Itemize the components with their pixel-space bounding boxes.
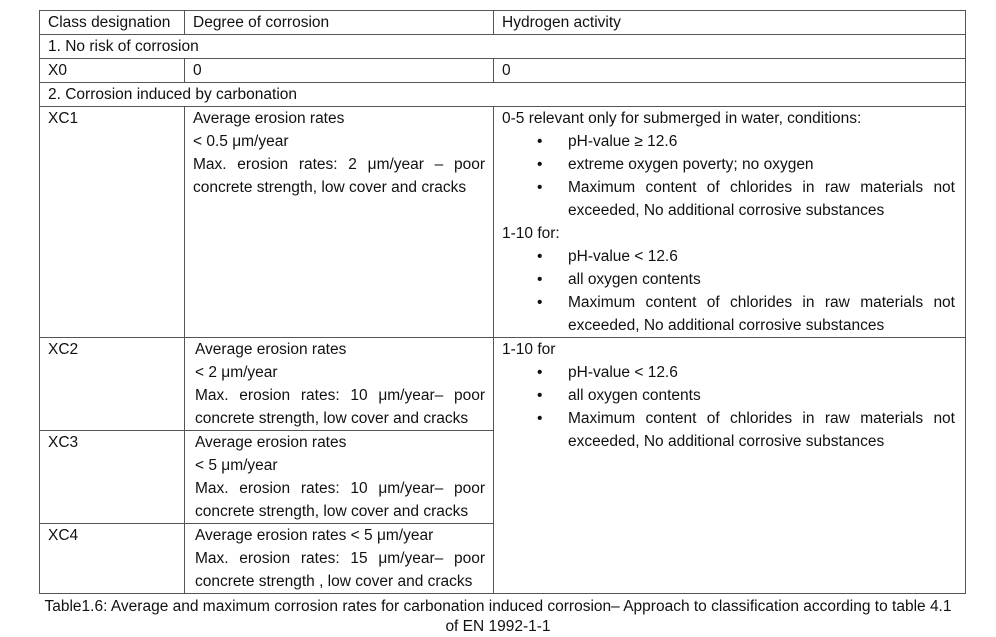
- degree-line: < 2 μm/year: [195, 364, 278, 381]
- degree-x0: 0: [185, 59, 494, 83]
- class-xc2: XC2: [40, 338, 185, 431]
- list-item: • all oxygen contents: [568, 268, 957, 291]
- header-class-designation: Class designation: [40, 11, 185, 35]
- list-item: • Maximum content of chlorides in raw materials not exceeded, No additional corrosive substances: [568, 291, 957, 337]
- degree-line: Average erosion rates < 5 μm/year: [195, 527, 434, 544]
- hydrogen-intro: 0-5 relevant only for submerged in water, conditions:: [502, 110, 862, 127]
- section-row-carbonation: [40, 83, 966, 107]
- degree-xc4: [185, 524, 494, 594]
- caption-line: of EN 1992-1-1: [445, 618, 551, 635]
- degree-xc3: [185, 431, 494, 524]
- list-item: • Maximum content of chlorides in raw materials not exceeded, No additional corrosive substances: [568, 407, 957, 453]
- header-row: [40, 11, 966, 35]
- degree-line: Average erosion rates: [193, 110, 345, 127]
- class-xc4: XC4: [40, 524, 185, 594]
- list-item: • extreme oxygen poverty; no oxygen: [568, 153, 957, 176]
- degree-line: concrete strength, low cover and cracks: [195, 410, 469, 427]
- list-item: • all oxygen contents: [568, 384, 957, 407]
- degree-line: Max. erosion rates: 15 μm/year– poor: [195, 550, 485, 567]
- list-item: • pH-value ≥ 12.6: [568, 130, 957, 153]
- hydrogen-mid: 1-10 for:: [502, 225, 560, 242]
- degree-line: Max. erosion rates: 10 μm/year– poor: [195, 480, 485, 497]
- degree-line: concrete strength, low cover and cracks: [193, 179, 467, 196]
- degree-line: Max. erosion rates: 10 μm/year– poor: [195, 387, 485, 404]
- hydrogen-x0: 0: [494, 59, 966, 83]
- table-caption: [0, 597, 996, 637]
- bullet-list: [502, 130, 957, 222]
- section-row-no-risk: [40, 35, 966, 59]
- list-item: • Maximum content of chlorides in raw materials not exceeded, No additional corrosive substances: [568, 176, 957, 222]
- degree-line: Average erosion rates: [195, 434, 347, 451]
- degree-line: Max. erosion rates: 2 μm/year – poor: [193, 156, 485, 173]
- class-x0: X0: [40, 59, 185, 83]
- bullet-list: [502, 361, 957, 453]
- header-hydrogen-activity: Hydrogen activity: [494, 11, 966, 35]
- class-xc3: XC3: [40, 431, 185, 524]
- hydrogen-xc1: [494, 107, 966, 338]
- degree-line: < 5 μm/year: [195, 457, 278, 474]
- table-row-xc2: [40, 338, 966, 431]
- section-title-no-risk: 1. No risk of corrosion: [40, 35, 966, 59]
- corrosion-class-table: [39, 10, 966, 594]
- table-row-xc1: [40, 107, 966, 338]
- degree-line: < 0.5 μm/year: [193, 133, 289, 150]
- document: [39, 10, 965, 594]
- degree-xc1: [185, 107, 494, 338]
- class-xc1: XC1: [40, 107, 185, 338]
- hydrogen-xc2-xc4: [494, 338, 966, 594]
- degree-xc2: [185, 338, 494, 431]
- degree-line: Average erosion rates: [195, 341, 347, 358]
- list-item: • pH-value < 12.6: [568, 361, 957, 384]
- degree-line: concrete strength, low cover and cracks: [195, 503, 469, 520]
- list-item: • pH-value < 12.6: [568, 245, 957, 268]
- section-title-carbonation: 2. Corrosion induced by carbonation: [40, 83, 966, 107]
- header-degree-of-corrosion: Degree of corrosion: [185, 11, 494, 35]
- table-row-x0: [40, 59, 966, 83]
- bullet-list: [502, 245, 957, 337]
- hydrogen-intro: 1-10 for: [502, 341, 556, 358]
- degree-line: concrete strength , low cover and cracks: [195, 573, 473, 590]
- caption-line: Table1.6: Average and maximum corrosion rates for carbonation induced corrosion– Approach to classification according to table 4.1: [44, 598, 952, 615]
